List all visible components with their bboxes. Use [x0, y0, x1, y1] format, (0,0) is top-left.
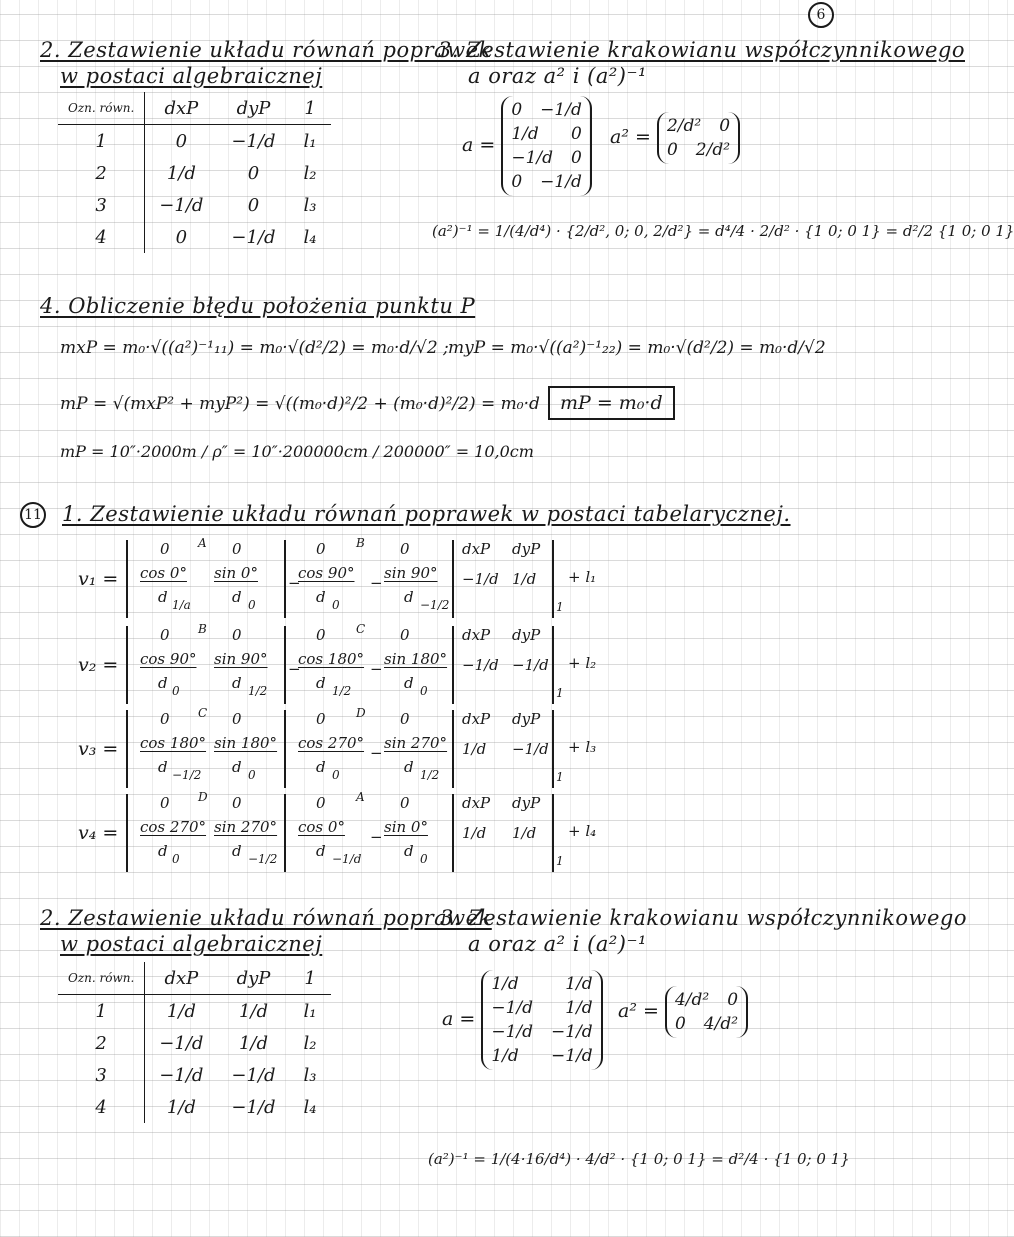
v-label: v₄ = [78, 822, 119, 844]
row-bar-mid [284, 794, 286, 872]
minus: − [370, 574, 383, 592]
dxp-coef: −1/d [462, 656, 499, 674]
row-bar-mid [284, 710, 286, 788]
sin-term: sin 0° [214, 564, 258, 582]
dxp-header: dxP [462, 710, 491, 728]
cos-term: cos 270° [298, 734, 365, 752]
inverse-equation-2: (a²)⁻¹ = 1/(4·16/d⁴) · 4/d² · {1 0; 0 1} = d²/4 · {1 0; 0 1} [428, 1150, 850, 1168]
cell: 1/d [166, 162, 196, 184]
header-one: 1 [290, 962, 331, 995]
zero: 0 [316, 794, 326, 812]
cell: l₃ [303, 1064, 317, 1086]
cos-term: cos 0° [140, 564, 187, 582]
minus: − [370, 828, 383, 846]
l-term: + l₁ [568, 568, 597, 586]
header-dyp: dyP [217, 962, 289, 995]
table-row [58, 1027, 331, 1059]
sin-term: sin 180° [384, 650, 448, 668]
minus: − [370, 744, 383, 762]
distance: d [404, 758, 414, 776]
section-2b-subheading: w postaci algebraicznej [60, 932, 323, 956]
cell: l₁ [303, 130, 317, 152]
matrix-a2-body: 4/d² 0 0 4/d² [665, 986, 748, 1038]
cos-term: cos 90° [140, 650, 197, 668]
zero: 0 [316, 710, 326, 728]
cell: −1/d [159, 194, 204, 216]
cell: l₃ [303, 194, 317, 216]
dyp-header: dyP [512, 794, 541, 812]
point-label: C [356, 622, 366, 636]
header-eq-label: Ozn. równ. [58, 92, 145, 125]
dxp-header: dxP [462, 626, 491, 644]
cell: 3 [58, 1059, 145, 1091]
distance-sub: 1/2 [332, 684, 352, 698]
cell: −1/d [231, 1096, 276, 1118]
dyp-coef: 1/d [512, 570, 537, 588]
cell: −1/d [159, 1064, 204, 1086]
distance: d [316, 674, 326, 692]
v-label: v₁ = [78, 568, 119, 590]
matrix-a-label: a = [442, 1008, 476, 1030]
sin-term: sin 180° [214, 734, 278, 752]
matrix-a-body: 1/d 1/d −1/d 1/d −1/d −1/d 1/d −1/d [481, 970, 602, 1070]
row-bar-right [452, 794, 454, 872]
distance: d [232, 588, 242, 606]
zero: 0 [400, 540, 410, 558]
distance-sub: 0 [172, 684, 180, 698]
dxp-header: dxP [462, 794, 491, 812]
table-row [58, 221, 331, 253]
cos-term: cos 90° [298, 564, 355, 582]
distance: d [158, 842, 168, 860]
row-bar-left [126, 626, 128, 704]
section-2-heading: 2. Zestawienie układu równań poprawek [40, 38, 492, 62]
minus: − [288, 574, 301, 592]
matrix-a [462, 96, 592, 196]
row-bar-mid [284, 626, 286, 704]
header-dxp: dxP [145, 962, 218, 995]
table-row [58, 1059, 331, 1091]
point-label: D [198, 790, 208, 804]
row-index: 1 [556, 770, 564, 784]
cell: 3 [58, 189, 145, 221]
distance: d [316, 588, 326, 606]
cos-term: cos 270° [140, 818, 207, 836]
cell: 2 [58, 1027, 145, 1059]
sin-term: sin 90° [214, 650, 268, 668]
sin-term: sin 0° [384, 818, 428, 836]
cell: 1/d [238, 1032, 268, 1054]
point-label: C [198, 706, 208, 720]
mp-formula: mP = √(mxP² + myP²) = √((m₀·d)²/2 + (m₀·d)²/2) = m₀·d [60, 394, 540, 414]
distance-sub: 1/2 [420, 768, 440, 782]
zero: 0 [400, 626, 410, 644]
distance-sub: −1/2 [172, 768, 202, 782]
distance: d [158, 674, 168, 692]
dxp-coef: 1/d [462, 824, 487, 842]
row-bar-mid [284, 540, 286, 618]
l-term: + l₂ [568, 654, 597, 672]
mxp-formula: mxP = m₀·√((a²)⁻¹₁₁) = m₀·√(d²/2) = m₀·d/√2 ; [60, 338, 449, 358]
page-number: 6 [808, 2, 834, 28]
row-bar-left [126, 794, 128, 872]
distance: d [404, 674, 414, 692]
section-3b-heading: 3. Zestawienie krakowianu współczynnikowego [440, 906, 967, 930]
cell: 0 [247, 162, 260, 184]
matrix-a-label: a = [462, 134, 496, 156]
row-index: 1 [556, 854, 564, 868]
cell: −1/d [231, 1064, 276, 1086]
sin-term: sin 270° [214, 818, 278, 836]
section-3-heading: 3. Zestawienie krakowianu współczynnikowego [438, 38, 965, 62]
distance: d [316, 842, 326, 860]
v-label: v₃ = [78, 738, 119, 760]
cos-term: cos 0° [298, 818, 345, 836]
cell: 4 [58, 1091, 145, 1123]
cell: 1/d [238, 1000, 268, 1022]
zero: 0 [400, 794, 410, 812]
cell: l₄ [303, 226, 317, 248]
inverse-equation-1: (a²)⁻¹ = 1/(4/d⁴) · {2/d², 0; 0, 2/d²} = d⁴/4 · 2/d² · {1 0; 0 1} = d²/2 {1 0; 0 1} [432, 222, 1014, 240]
matrix-a2-label: a² = [618, 1000, 659, 1022]
table-row [58, 189, 331, 221]
cell: 1/d [166, 1000, 196, 1022]
table-row [58, 157, 331, 189]
distance-sub: 0 [248, 768, 256, 782]
row-bar-end [552, 794, 554, 872]
zero: 0 [400, 710, 410, 728]
cell: 1 [58, 125, 145, 158]
header-dxp: dxP [145, 92, 218, 125]
row-index: 1 [556, 600, 564, 614]
l-term: + l₃ [568, 738, 597, 756]
cos-term: cos 180° [140, 734, 207, 752]
point-label: B [198, 622, 207, 636]
row-bar-end [552, 710, 554, 788]
table-row [58, 125, 331, 158]
distance: d [404, 842, 414, 860]
cell: l₄ [303, 1096, 317, 1118]
dyp-header: dyP [512, 626, 541, 644]
distance: d [316, 758, 326, 776]
row-bar-end [552, 540, 554, 618]
matrix-a2-body: 2/d² 0 0 2/d² [657, 112, 740, 164]
table-row [58, 1091, 331, 1123]
cell: l₂ [303, 162, 317, 184]
sin-term: sin 270° [384, 734, 448, 752]
cell: l₁ [303, 1000, 317, 1022]
zero: 0 [316, 626, 326, 644]
section-4-heading: 4. Obliczenie błędu położenia punktu P [40, 294, 476, 318]
point-label: B [356, 536, 365, 550]
row-bar-right [452, 540, 454, 618]
row-bar-left [126, 540, 128, 618]
mp-numeric: mP = 10″·2000m / ρ″ = 10″·200000cm / 200000″ = 10,0cm [60, 442, 534, 461]
section-3b-subheading: a oraz a² i (a²)⁻¹ [468, 932, 647, 956]
zero: 0 [160, 540, 170, 558]
row-bar-end [552, 626, 554, 704]
distance: d [232, 674, 242, 692]
cell: 2 [58, 157, 145, 189]
distance-sub: −1/d [332, 852, 362, 866]
distance-sub: 0 [172, 852, 180, 866]
minus: − [288, 660, 301, 678]
zero: 0 [232, 710, 242, 728]
distance: d [232, 758, 242, 776]
l-term: + l₄ [568, 822, 597, 840]
matrix-a-body: 0 −1/d 1/d 0 −1/d 0 0 −1/d [501, 96, 592, 196]
dxp-coef: 1/d [462, 740, 487, 758]
section-11-heading: 1. Zestawienie układu równań poprawek w postaci tabelarycznej. [62, 502, 791, 526]
row-bar-right [452, 626, 454, 704]
point-label: A [356, 790, 365, 804]
cell: 0 [175, 130, 188, 152]
zero: 0 [232, 794, 242, 812]
algebraic-table-2 [58, 962, 331, 1123]
distance-sub: 0 [332, 598, 340, 612]
algebraic-table-1 [58, 92, 331, 253]
cell: −1/d [159, 1032, 204, 1054]
row-bar-right [452, 710, 454, 788]
minus: − [370, 660, 383, 678]
dyp-coef: −1/d [512, 656, 549, 674]
dyp-coef: 1/d [512, 824, 537, 842]
mp-result-box: mP = m₀·d [548, 386, 675, 420]
matrix-a-2 [442, 970, 603, 1070]
dxp-coef: −1/d [462, 570, 499, 588]
row-index: 1 [556, 686, 564, 700]
matrix-a2 [610, 112, 740, 164]
sin-term: sin 90° [384, 564, 438, 582]
section-2b-heading: 2. Zestawienie układu równań poprawek [40, 906, 492, 930]
zero: 0 [316, 540, 326, 558]
matrix-a2-2 [618, 986, 748, 1038]
section-3-subheading: a oraz a² i (a²)⁻¹ [468, 64, 647, 88]
cell: 1 [58, 995, 145, 1028]
cos-term: cos 180° [298, 650, 365, 668]
distance: d [404, 588, 414, 606]
zero: 0 [160, 626, 170, 644]
point-label: D [356, 706, 366, 720]
v-label: v₂ = [78, 654, 119, 676]
cell: 1/d [166, 1096, 196, 1118]
section-11-badge: 11 [20, 502, 46, 528]
cell: −1/d [231, 226, 276, 248]
distance-sub: −1/2 [248, 852, 278, 866]
row-bar-left [126, 710, 128, 788]
dyp-header: dyP [512, 540, 541, 558]
distance: d [158, 758, 168, 776]
zero: 0 [160, 794, 170, 812]
table-row [58, 995, 331, 1028]
header-eq-label: Ozn. równ. [58, 962, 145, 995]
cell: 0 [247, 194, 260, 216]
distance-sub: 0 [420, 684, 428, 698]
header-dyp: dyP [217, 92, 289, 125]
cell: l₂ [303, 1032, 317, 1054]
point-label: A [198, 536, 207, 550]
myp-formula: myP = m₀·√((a²)⁻¹₂₂) = m₀·√(d²/2) = m₀·d/√2 [448, 338, 826, 358]
header-one: 1 [290, 92, 331, 125]
distance: d [158, 588, 168, 606]
dxp-header: dxP [462, 540, 491, 558]
dyp-header: dyP [512, 710, 541, 728]
zero: 0 [232, 626, 242, 644]
dyp-coef: −1/d [512, 740, 549, 758]
zero: 0 [232, 540, 242, 558]
cell: 0 [175, 226, 188, 248]
distance-sub: −1/2 [420, 598, 450, 612]
distance-sub: 0 [332, 768, 340, 782]
cell: −1/d [231, 130, 276, 152]
cell: 4 [58, 221, 145, 253]
distance-sub: 1/2 [248, 684, 268, 698]
section-2-subheading: w postaci algebraicznej [60, 64, 323, 88]
distance-sub: 0 [420, 852, 428, 866]
zero: 0 [160, 710, 170, 728]
matrix-a2-label: a² = [610, 126, 651, 148]
distance-sub: 0 [248, 598, 256, 612]
distance: d [232, 842, 242, 860]
distance-sub: 1/a [172, 598, 191, 612]
